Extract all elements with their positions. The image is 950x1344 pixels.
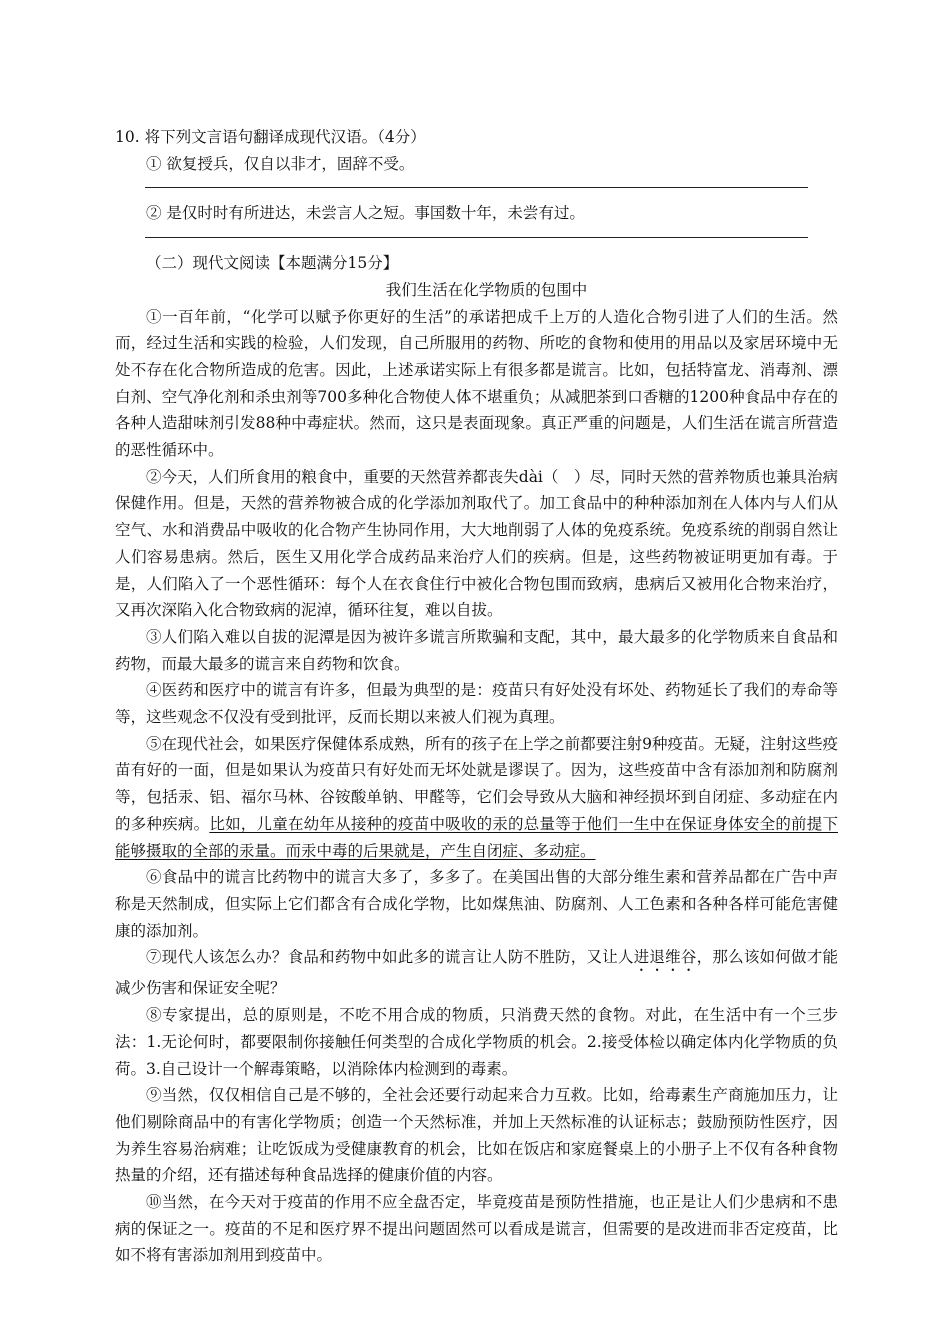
paragraph-8: ⑧专家提出，总的原则是，不吃不用合成的物质，只消费天然的食物。对此，在生活中有一个三步法：1.无论何时，都要限制你接触任何类型的合成化学物质的机会。2.接受体检以确定体内化学物质的负荷。3.自己设计一个解毒策略，以消除体内检测到的毒素。 xyxy=(115,1006,838,1078)
question-10-item-2: ② 是仅时时有所进达，未尝言人之短。事国数十年，未尝有过。 xyxy=(146,204,585,223)
paragraph-10: ⑩当然，在今天对于疫苗的作用不应全盘否定，毕竟疫苗是预防性措施，也正是让人们少患病和不患病的保证之一。疫苗的不足和医疗界不提出问题固然可以看成是谎言，但需要的是改进而非否定疫苗，比如不将有害添加剂用到疫苗中。 xyxy=(115,1193,838,1265)
article-title: 我们生活在化学物质的包围中 xyxy=(385,280,588,299)
paragraph-7 xyxy=(115,944,838,1002)
paragraph-1: ①一百年前，“化学可以赋予你更好的生活”的承诺把成千上万的人造化合物引进了人们的生活。然而，经过生活和实践的检验，人们发现，自己所服用的药物、所吃的食物和使用的用品以及家居环境中无处不存在化合物所造成的危害。因此，上述承诺实际上有很多都是谎言。比如，包括特富龙、消毒剂、漂白剂、空气净化剂和杀虫剂等700多种化合物使人体不堪重负；从减肥茶到口香糖的1200种食品中存在的各种人造甜味剂引发88种中毒症状。然而，这只是表面现象。真正严重的问题是，人们生活在谎言所营造的恶性循环中。 xyxy=(115,307,838,460)
question-10-header: 10. 将下列文言语句翻译成现代汉语。（4分） xyxy=(115,128,426,146)
emphasized-idiom: 进退维谷 xyxy=(633,948,697,967)
document-page xyxy=(115,124,838,1269)
answer-line-2[interactable] xyxy=(145,237,808,238)
paragraph-5-text: ⑤在现代社会，如果医疗保健体系成熟，所有的孩子在上学之前都要注射9种疫苗。无疑，注射这些疫苗有好的一面，但是如果认为疫苗只有好处而无坏处就是谬误了。因为，这些疫苗中含有添加剂和防腐剂等，包括汞、铝、福尔马林、谷铵酸单钠、甲醛等，它们会导致从大脑和神经损坏到自闭症、多动症在内的多种疾病。 xyxy=(115,734,838,833)
section-header: （二）现代文阅读【本题满分15分】 xyxy=(146,254,399,273)
paragraph-6: ⑥食品中的谎言比药物中的谎言大多了，多多了。在美国出售的大部分维生素和营养品都在广告中声称是天然制成，但实际上它们都含有合成化学物，比如煤焦油、防腐剂、人工色素和各种各样可能危害健康的添加剂。 xyxy=(115,868,838,940)
paragraph-3: ③人们陷入难以自拔的泥潭是因为被许多谎言所欺骗和支配，其中，最大最多的化学物质来自食品和药物，而最大最多的谎言来自药物和饮食。 xyxy=(115,627,838,673)
answer-line-1[interactable] xyxy=(145,187,808,188)
paragraph-7-text-c: ，那么该如何做才能减少伤害和保证安全呢？ xyxy=(115,948,838,998)
paragraph-2: ②今天，人们所食用的粮食中，重要的天然营养都丧失dài（ ）尽，同时天然的营养物质也兼具治病保健作用。但是，天然的营养物被合成的化学添加剂取代了。加工食品中的种种添加剂在人体内与人们从空气、水和消费品中吸收的化合物产生协同作用，大大地削弱了人体的免疫系统。免疫系统的削弱自然让人们容易患病。然后，医生又用化学合成药品来治疗人们的疾病。但是，这些药物被证明更加有毒。于是，人们陷入了一个恶性循环：每个人在衣食住行中被化合物包围而致病，患病后又被用化合物来治疗，又再次深陷入化合物致病的泥淖，循环往复，难以自拔。 xyxy=(115,467,838,620)
paragraph-5 xyxy=(115,731,838,865)
paragraph-9: ⑨当然，仅仅相信自己是不够的，全社会还要行动起来合力互救。比如，给毒素生产商施加压力，让他们剔除商品中的有害化学物质；创造一个天然标准，并加上天然标准的认证标志；鼓励预防性医疗，因为养生容易治病难；让吃饭成为受健康教育的机会，比如在饭店和家庭餐桌上的小册子上不仅有各种食物热量的介绍，还有描述每种食品选择的健康价值的内容。 xyxy=(115,1086,838,1185)
question-10-item-1: ① 欲复授兵，仅自以非才，固辞不受。 xyxy=(146,154,415,173)
paragraph-7-text-a: ⑦现代人该怎么办？食品和药物中如此多的谎言让人防不胜防，又让人 xyxy=(146,948,634,967)
underlined-sentence: 比如，儿童在幼年从接种的疫苗中吸收的汞的总量等于他们一生中在保证身体安全的前提下能够摄取的全部的汞量。而汞中毒的后果就是，产生自闭症、多动症。 xyxy=(115,814,838,860)
paragraph-4: ④医药和医疗中的谎言有许多，但最为典型的是：疫苗只有好处没有坏处、药物延长了我们的寿命等等，这些观念不仅没有受到批评，反而长期以来被人们视为真理。 xyxy=(115,681,838,727)
